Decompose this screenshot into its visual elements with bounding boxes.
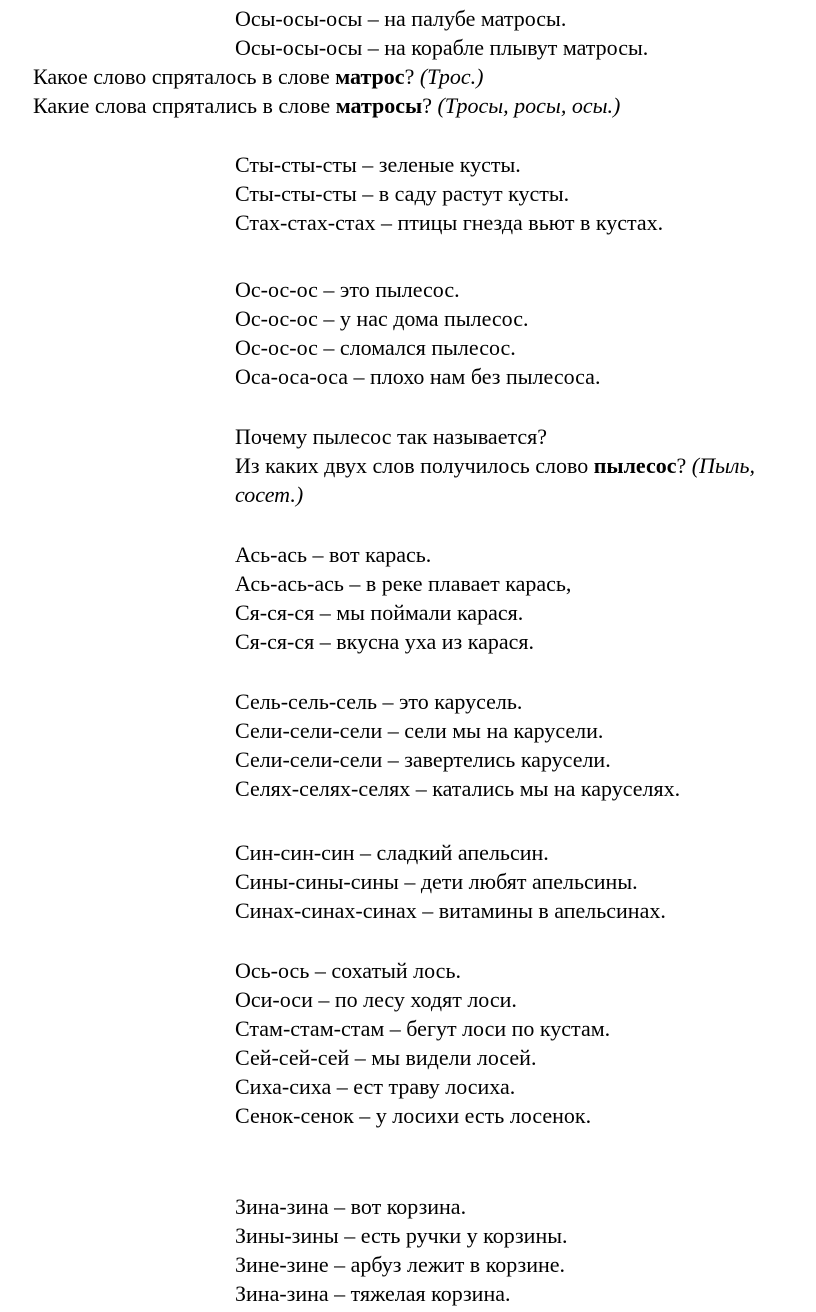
question-3-answer-part-2: сосет.) [235, 482, 304, 507]
stanza-4-line-1: Ась-ась – вот карась. [235, 542, 432, 567]
stanza-7-line-4: Сей-сей-сей – мы видели лосей. [235, 1045, 537, 1070]
stanza-7-line-1: Ось-ось – сохатый лось. [235, 958, 461, 983]
stanza-1-line-2: Осы-осы-осы – на корабле плывут матросы. [235, 35, 649, 60]
question-1-mark: ? [404, 64, 420, 89]
stanza-3-line-1: Ос-ос-ос – это пылесос. [235, 277, 460, 302]
stanza-6-line-2: Сины-сины-сины – дети любят апельсины. [235, 869, 638, 894]
question-1 [33, 62, 483, 91]
stanza-4-line-4: Ся-ся-ся – вкусна уха из карася. [235, 629, 534, 654]
stanza-2-line-2: Сты-сты-сты – в саду растут кусты. [235, 181, 570, 206]
stanza-7-line-5: Сиха-сиха – ест траву лосиха. [235, 1074, 516, 1099]
question-1-answer: (Трос.) [419, 64, 484, 89]
stanza-8-line-1: Зина-зина – вот корзина. [235, 1194, 467, 1219]
question-3-line-1: Почему пылесос так называется? [235, 424, 547, 449]
stanza-7-line-6: Сенок-сенок – у лосихи есть лосенок. [235, 1103, 592, 1128]
stanza-3-line-4: Оса-оса-оса – плохо нам без пылесоса. [235, 364, 601, 389]
stanza-4-line-2: Ась-ась-ась – в реке плавает карась, [235, 571, 572, 596]
question-1-prefix: Какое слово спряталось в слове [33, 64, 336, 89]
stanza-5-line-2: Сели-сели-сели – сели мы на карусели. [235, 718, 604, 743]
stanza-8-line-4: Зина-зина – тяжелая корзина. [235, 1281, 511, 1306]
question-3-prefix: Из каких двух слов получилось слово [235, 453, 594, 478]
stanza-3-line-2: Ос-ос-ос – у нас дома пылесос. [235, 306, 529, 331]
question-2-answer: (Тросы, росы, осы.) [437, 93, 621, 118]
stanza-6-line-3: Синах-синах-синах – витамины в апельсинах. [235, 898, 666, 923]
stanza-5-line-4: Селях-селях-селях – катались мы на каруселях. [235, 776, 681, 801]
stanza-6-line-1: Син-син-син – сладкий апельсин. [235, 840, 549, 865]
stanza-7-line-2: Оси-оси – по лесу ходят лоси. [235, 987, 517, 1012]
stanza-1-line-1: Осы-осы-осы – на палубе матросы. [235, 6, 567, 31]
question-1-word: матрос [335, 64, 405, 89]
question-3-line-2 [235, 451, 755, 480]
stanza-8-line-2: Зины-зины – есть ручки у корзины. [235, 1223, 568, 1248]
question-3-answer-part-1: (Пыль, [691, 453, 755, 478]
stanza-2-line-3: Стах-стах-стах – птицы гнезда вьют в кустах. [235, 210, 664, 235]
stanza-7-line-3: Стам-стам-стам – бегут лоси по кустам. [235, 1016, 611, 1041]
question-3-word: пылесос [593, 453, 677, 478]
stanza-5-line-1: Сель-сель-сель – это карусель. [235, 689, 523, 714]
stanza-8-line-3: Зине-зине – арбуз лежит в корзине. [235, 1252, 566, 1277]
stanza-3-line-3: Ос-ос-ос – сломался пылесос. [235, 335, 516, 360]
question-2-mark: ? [422, 93, 438, 118]
question-2 [33, 91, 620, 120]
stanza-5-line-3: Сели-сели-сели – завертелись карусели. [235, 747, 611, 772]
question-2-prefix: Какие слова спрятались в слове [33, 93, 336, 118]
stanza-4-line-3: Ся-ся-ся – мы поймали карася. [235, 600, 524, 625]
question-2-word: матросы [335, 93, 423, 118]
question-3-mark: ? [676, 453, 692, 478]
stanza-2-line-1: Сты-сты-сты – зеленые кусты. [235, 152, 521, 177]
